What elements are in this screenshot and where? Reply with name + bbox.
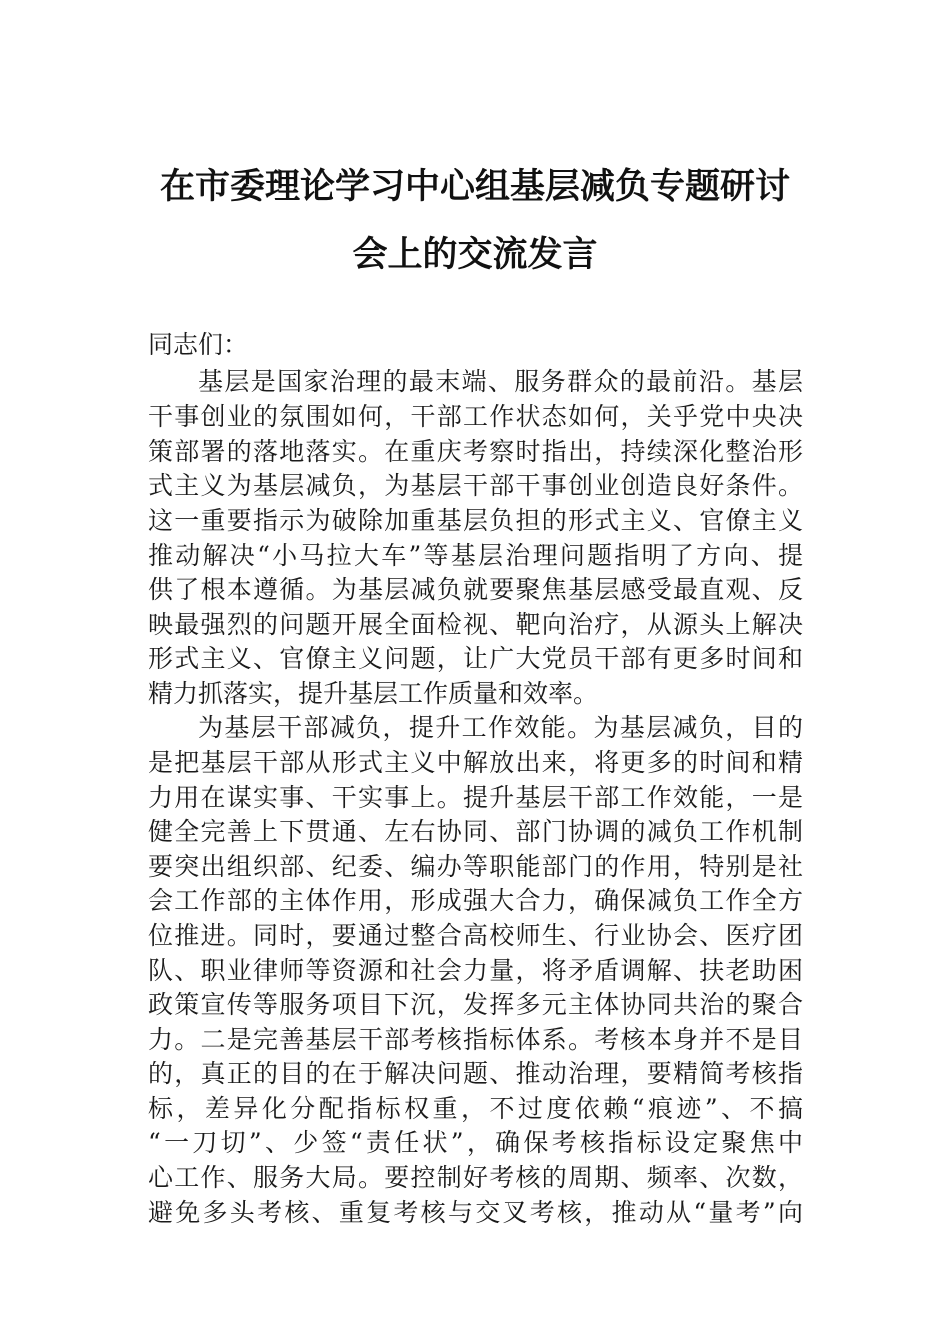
paragraph-1-line: 策部署的落地落实。在重庆考察时指出，持续深化整治形 [148,437,803,466]
document-title-line-2: 会上的交流发言 [352,235,598,275]
paragraph-1-line: 供了根本遵循。为基层减负就要聚焦基层感受最直观、反 [148,575,803,604]
paragraph-2-line: 队、职业律师等资源和社会力量，将矛盾调解、扶老助困 [148,956,803,985]
document-title-line-1: 在市委理论学习中心组基层减负专题研讨 [159,167,790,207]
paragraph-2-line: 为基层干部减负，提升工作效能。为基层减负，目的 [198,713,803,742]
paragraph-1-line: 这一重要指示为破除加重基层负担的形式主义、官僚主义 [148,506,803,535]
paragraph-2-line: 力用在谋实事、干实事上。提升基层干部工作效能，一是 [148,783,803,812]
paragraph-1-line: 式主义为基层减负，为基层干部干事创业创造良好条件。 [148,471,803,500]
paragraph-1-line: 推动解决“小马拉大车”等基层治理问题指明了方向、提 [148,541,803,570]
paragraph-1-line: 干事创业的氛围如何，干部工作状态如何，关乎党中央决 [148,402,803,431]
paragraph-2-line: 力。二是完善基层干部考核指标体系。考核本身并不是目 [148,1025,803,1054]
paragraph-1-line: 精力抓落实，提升基层工作质量和效率。 [148,679,599,708]
paragraph-2-line: 心工作、服务大局。要控制好考核的周期、频率、次数， [148,1163,803,1192]
paragraph-2-line: 标，差异化分配指标权重，不过度依赖“痕迹”、不搞 [148,1094,803,1123]
paragraph-2-line: 要突出组织部、纪委、编办等职能部门的作用，特别是社 [148,852,803,881]
salutation: 同志们： [148,330,249,359]
paragraph-2-line: 位推进。同时，要通过整合高校师生、行业协会、医疗团 [148,921,803,950]
paragraph-1-line: 映最强烈的问题开展全面检视、靶向治疗，从源头上解决 [148,610,803,639]
paragraph-2-line: 是把基层干部从形式主义中解放出来，将更多的时间和精 [148,748,803,777]
paragraph-2-line: “一刀切”、少签“责任状”，确保考核指标设定聚焦中 [148,1128,803,1157]
paragraph-2-line: 避免多头考核、重复考核与交叉考核，推动从“量考”向 [148,1198,803,1227]
paragraph-2-line: 政策宣传等服务项目下沉，发挥多元主体协同共治的聚合 [148,990,803,1019]
paragraph-2-line: 会工作部的主体作用，形成强大合力，确保减负工作全方 [148,886,803,915]
paragraph-2-line: 健全完善上下贯通、左右协同、部门协调的减负工作机制 [148,817,803,846]
paragraph-1-line: 形式主义、官僚主义问题，让广大党员干部有更多时间和 [148,644,803,673]
paragraph-2-line: 的，真正的目的在于解决问题、推动治理，要精简考核指 [148,1059,803,1088]
paragraph-1-line: 基层是国家治理的最末端、服务群众的最前沿。基层 [198,367,803,396]
